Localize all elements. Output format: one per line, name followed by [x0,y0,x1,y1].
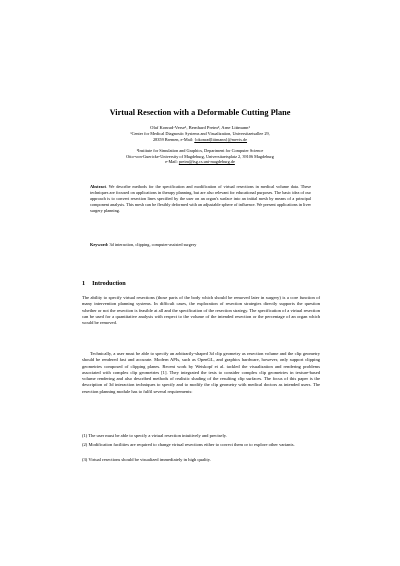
requirement-2: (2) Modification facilities are required to change virtual resections either to correct them or to explore other variants. [82,442,295,447]
intro-paragraph-2: Technically, a user must be able to specify an arbitrarily-shaped 3d clip geometry as resection volume and the clip geometry should be rendered fast and accurate. Modern APIs, such as OpenGL, and graphics hardware, however, only support clipping geometries composed of clipping planes. Recent work by Weiskopf et al. tackled the visualization and rendering problems associated with complex clip geometries [1]. They integrated the tests to consider complex clip geometries in texture-based volume rendering and also described methods of realistic shading of the resulting clip surfaces. The focus of this paper is the description of 3d interaction techniques to specify and to modify the clip geometry with medical doctors as intended users. The resection planning module has to fulfil several requirements: [82,351,320,394]
section-number: 1 [82,280,86,287]
section-heading [82,280,126,288]
requirement-3: (3) Virtual resections should be visualized immediately in high quality. [82,457,211,462]
affiliation-2-email-prefix: e-Mail: [165,159,179,165]
affiliation-1-city: 28359 Bremen, e-Mail: [152,136,195,142]
affiliation-2-line1: ²Institute for Simulation and Graphics, Department for Computer Science [136,148,264,153]
abstract-label: Abstract [90,184,106,189]
keywords [90,242,311,248]
affiliation-1-email-link[interactable]: {okonrad|littmann}@mevis.de [194,136,248,142]
author-list: Olaf Konrad-Verse¹, Bernhard Preim², Arne Littmann¹ [150,125,250,130]
affiliation-2 [60,148,340,165]
abstract-text: . We describe methods for the specification and modification of virtual resections in medical volume data. These techniques are focused on applications in therapy planning, but are also relevant for educational purposes. The basic idea of our approach is to convert resection lines specified by the user on an organ's surface into an initial mesh by means of a principal component analysis. This mesh can be flexibly deformed with an adjustable sphere of influence. We present applications in liver surgery planning. [90,184,311,213]
requirement-1: (1) The user must be able to specify a virtual resection intuitively and precisely. [82,433,227,438]
affiliation-1-line2 [60,137,340,143]
intro-paragraph-1: The ability to specify virtual resections (those parts of the body which should be removed later in surgery) is a core function of many intervention planning systems. In difficult cases, the exploration of resection strategies directly supports the question whether or not the resection is feasible at all and the specification of the resection strategy. The specification of a virtual resection can be used for a quantitative analysis with respect to the volume of the intended resection or the percentage of an organ which would be removed. [82,295,320,325]
affiliation-1-line1: ¹Center for Medical Diagnostic Systems and Visualization, Universitaetsallee 29, [130,131,270,136]
section-title: Introduction [92,280,126,287]
affiliation-2-line3 [60,159,340,165]
paper-title: Virtual Resection with a Deformable Cutting Plane [109,108,291,117]
abstract [90,184,311,214]
affiliation-1 [60,131,340,142]
affiliation-2-email-link[interactable]: preim@isg.cs.uni-magdeburg.de [178,159,235,165]
keywords-text: 3d interaction, clipping, computer-assisted surgery [108,242,197,247]
affiliation-2-line2: Otto-von-Guericke-University of Magdeburg, Universitaetsplatz 2, 39106 Magdeburg [126,153,274,159]
keywords-label: Keyword: [90,242,109,247]
